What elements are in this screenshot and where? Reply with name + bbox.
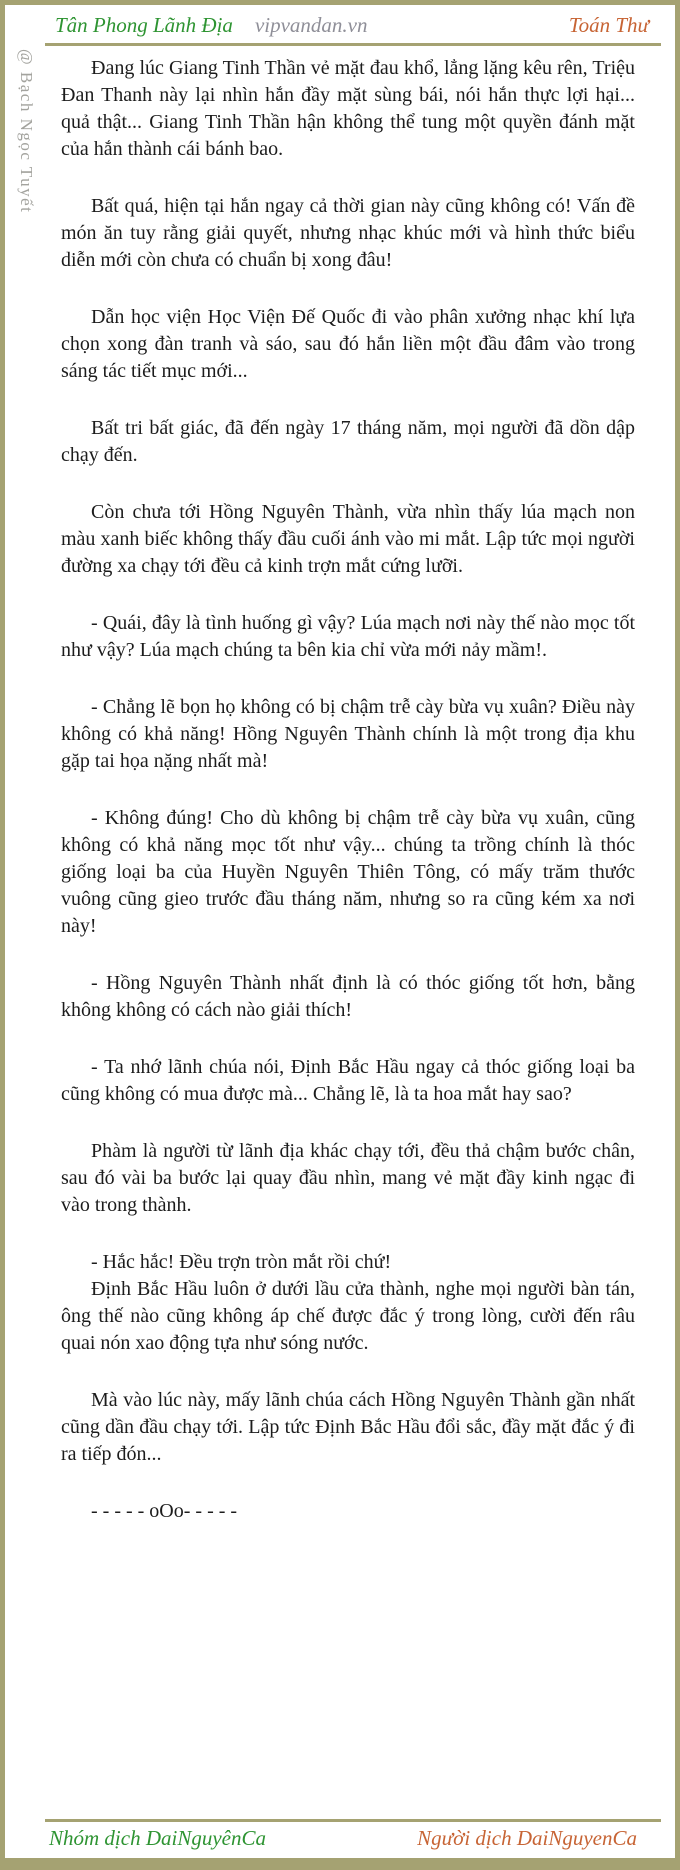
- paragraph: - Hắc hắc! Đều trợn tròn mắt rồi chứ!: [91, 1251, 392, 1273]
- paragraph: Đang lúc Giang Tinh Thần vẻ mặt đau khổ, lẳng lặng kêu rên, Triệu Đan Thanh này lại nhìn hắn đầy mặt sùng bái, nói hắn thực lợi hại... quả thật... Giang Tinh Thần hận không thể tung một quyền đánh mặt của hắn thành cái bánh bao.: [61, 57, 635, 160]
- section-divider: - - - - - oOo- - - - -: [91, 1500, 238, 1522]
- paragraph: - Không đúng! Cho dù không bị chậm trễ cày bừa vụ xuân, cũng không có khả năng mọc tốt như vậy... chúng ta trồng chính là thóc giống loại ba của Huyền Nguyên Thiên Tông, có mấy trăm thước vuông cũng gieo trước đầu tháng năm, nhưng so ra cũng kém xa nơi này!: [61, 807, 635, 937]
- paragraph: Mà vào lúc này, mấy lãnh chúa cách Hồng Nguyên Thành gần nhất cũng dần đầu chạy tới. Lập tức Định Bắc Hầu đổi sắc, đầy mặt đắc ý đi ra tiếp đón...: [61, 1389, 635, 1465]
- footer-translator-person: Người dịch DaiNguyenCa: [417, 1826, 637, 1850]
- paragraph: Còn chưa tới Hồng Nguyên Thành, vừa nhìn thấy lúa mạch non màu xanh biếc không thấy đầu cuối ánh vào mi mắt. Lập tức mọi người đường xa chạy tới đều cả kinh trợn mắt cứng lưỡi.: [61, 501, 635, 577]
- paragraph: Phàm là người từ lãnh địa khác chạy tới, đều thả chậm bước chân, sau đó vài ba bước lại quay đầu nhìn, mang vẻ mặt đầy kinh ngạc đi vào trong thành.: [61, 1140, 635, 1216]
- watermark-vertical-text: @ Bạch Ngọc Tuyết: [17, 49, 36, 214]
- paragraph: - Quái, đây là tình huống gì vậy? Lúa mạch nơi này thế nào mọc tốt như vậy? Lúa mạch chúng ta bên kia chỉ vừa mới nảy mầm!.: [61, 612, 635, 661]
- site-name: vipvandan.vn: [254, 13, 368, 37]
- footer-row: [5, 1825, 675, 1852]
- page-header: [5, 5, 675, 43]
- page-footer: [5, 1819, 675, 1858]
- paragraph: - Chẳng lẽ bọn họ không có bị chậm trễ cày bừa vụ xuân? Điều này không có khả năng! Hồng Nguyên Thành chính là một trong địa khu gặp tai họa nặng nhất mà!: [61, 696, 635, 772]
- page-title: Tân Phong Lãnh Địa: [55, 13, 233, 37]
- paragraph: - Hồng Nguyên Thành nhất định là có thóc giống tốt hơn, bằng không không có cách nào giải thích!: [61, 972, 635, 1021]
- paragraph: Bất quá, hiện tại hắn ngay cả thời gian này cũng không có! Vấn đề món ăn tuy rằng giải quyết, nhưng nhạc khúc mới và hình thức biểu diễn mới còn chưa có chuẩn bị xong đâu!: [61, 195, 635, 271]
- footer-divider: [45, 1819, 661, 1822]
- paragraph: - Ta nhớ lãnh chúa nói, Định Bắc Hầu ngay cả thóc giống loại ba cũng không có mua được mà... Chẳng lẽ, là ta hoa mắt hay sao?: [61, 1056, 635, 1105]
- header-chapter-label: Toán Thư: [568, 13, 649, 37]
- paragraph: Bất tri bất giác, đã đến ngày 17 tháng năm, mọi người đã dồn dập chạy đến.: [61, 417, 635, 466]
- paragraph: Định Bắc Hầu luôn ở dưới lầu cửa thành, nghe mọi người bàn tán, ông thế nào cũng không áp chế được đắc ý trong lòng, cười đến râu quai nón xao động tựa như sóng nước.: [61, 1278, 635, 1354]
- body-paragraphs: [5, 46, 675, 1525]
- paragraph: Dẫn học viện Học Viện Đế Quốc đi vào phân xưởng nhạc khí lựa chọn xong đàn tranh và sáo, sau đó hắn liền một đầu đâm vào trong sáng tác tiết mục mới...: [61, 306, 635, 382]
- footer-translator-group: Nhóm dịch DaiNguyênCa: [49, 1826, 266, 1850]
